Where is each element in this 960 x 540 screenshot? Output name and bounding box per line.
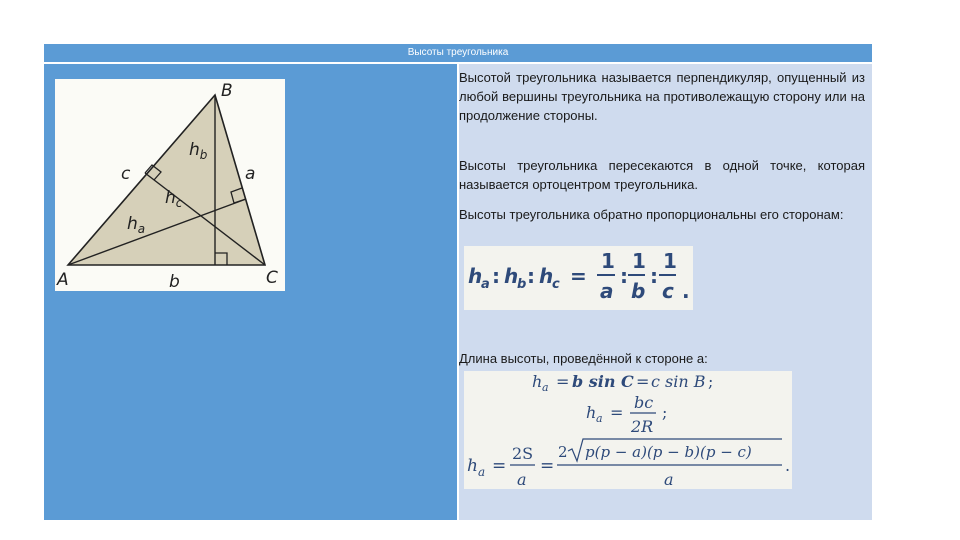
vertex-c-label: C (266, 268, 278, 288)
triangle-figure (55, 79, 285, 291)
svg-text::: : (650, 264, 658, 288)
svg-text:2S: 2S (512, 444, 534, 463)
svg-text:=: = (556, 372, 570, 391)
side-b-label: b (169, 272, 180, 291)
text-cell (459, 64, 872, 520)
svg-text:.: . (785, 456, 791, 475)
height-length-svg (464, 371, 792, 489)
proportion-formula (464, 246, 693, 310)
svg-text:;: ; (662, 403, 668, 422)
svg-text:bc: bc (634, 393, 654, 412)
svg-text:h: h (532, 372, 543, 391)
svg-text:c sin B: c sin B (651, 372, 706, 391)
svg-text:a: a (664, 470, 674, 489)
triangle-shape (68, 95, 265, 265)
side-a-label: a (245, 164, 256, 184)
svg-text:a: a (478, 465, 486, 479)
svg-text:c: c (552, 277, 560, 292)
side-c-label: c (121, 164, 131, 184)
svg-text:;: ; (708, 372, 714, 391)
svg-text::: : (620, 264, 628, 288)
svg-text:a: a (600, 279, 614, 303)
svg-text:1: 1 (663, 249, 677, 273)
svg-text:h: h (504, 264, 519, 288)
orthocenter-paragraph: Высоты треугольника пересекаются в одной точке, которая называется ортоцентром треугольника. (459, 158, 865, 192)
height-length-formulas (464, 371, 792, 489)
triangle-diagram (55, 79, 285, 291)
figure-cell (44, 64, 457, 520)
svg-text:1: 1 (632, 249, 646, 273)
svg-text:a: a (517, 470, 527, 489)
height-a-label: $h_a$ (127, 214, 146, 236)
svg-text:=: = (610, 403, 624, 422)
proportionality-paragraph: Высоты треугольника обратно пропорциональны его сторонам: (459, 207, 844, 222)
svg-text:2: 2 (558, 443, 568, 461)
svg-text:b: b (631, 279, 646, 303)
svg-text::: : (492, 264, 500, 288)
svg-text:h: h (468, 264, 483, 288)
svg-text:h: h (539, 264, 554, 288)
svg-text:a: a (481, 277, 490, 292)
proportion-formula-svg (464, 246, 693, 310)
vertex-b-label: B (221, 81, 233, 101)
svg-text:h: h (467, 456, 478, 476)
svg-text:c: c (662, 279, 674, 303)
svg-text:a: a (596, 412, 603, 425)
svg-text:p(p − a)(p − b)(p − c): p(p − a)(p − b)(p − c) (585, 443, 752, 461)
table-header: Высоты треугольника (44, 44, 872, 62)
definition-paragraph: Высотой треугольника называется перпендикуляр, опущенный из любой вершины треугольника на противолежащую сторону или на продолжение стороны. (459, 70, 865, 123)
svg-text:.: . (682, 279, 690, 303)
svg-text:1: 1 (601, 249, 615, 273)
height-c-label: $h_c$ (165, 188, 183, 210)
svg-text:h: h (586, 403, 597, 422)
vertex-a-label: A (57, 270, 69, 290)
height-length-paragraph: Длина высоты, проведённой к стороне a: (459, 351, 708, 366)
svg-text:=: = (540, 456, 555, 476)
svg-text:2R: 2R (631, 417, 654, 436)
svg-text:b: b (517, 277, 527, 292)
height-b-label: $h_b$ (189, 140, 208, 162)
svg-text:=: = (492, 456, 507, 476)
svg-text:=: = (636, 372, 650, 391)
content-table (44, 44, 872, 520)
svg-text:a: a (542, 381, 549, 394)
svg-text::: : (527, 264, 535, 288)
svg-text:=: = (570, 264, 587, 288)
svg-text:b sin C: b sin C (572, 372, 634, 391)
